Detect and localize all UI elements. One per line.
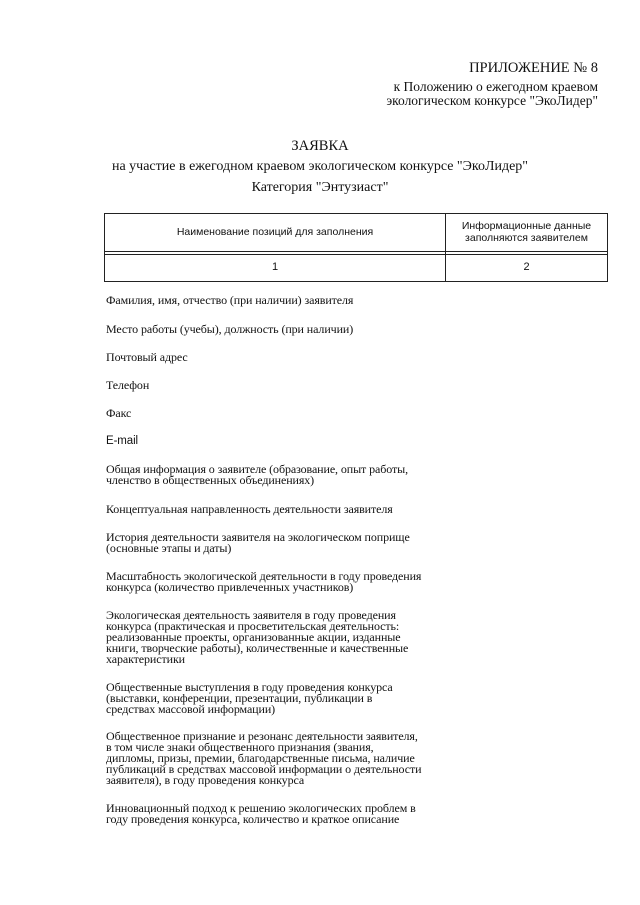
appendix-reference-line-2: экологическом конкурсе "ЭкоЛидер" — [386, 93, 598, 108]
field-public-recognition: Общественное признание и резонанс деятельности заявителя, в том числе знаки общественного признания (звания, дипломы, призы, премии, благодарственные письма, наличие публикаций в средствах массовой информации о деятельности заявителя), в году проведения конкурса — [106, 729, 422, 787]
column-number-2: 2 — [446, 255, 608, 282]
field-public-speeches: Общественные выступления в году проведения конкурса (выставки, конференции, презентации, публикации в средствах массовой информации) — [106, 680, 393, 716]
column-header-positions: Наименование позиций для заполнения — [105, 214, 446, 252]
application-title: ЗАЯВКА — [291, 138, 349, 154]
field-email: E-mail — [106, 435, 138, 447]
application-subtitle: на участие в ежегодном краевом экологическом конкурсе "ЭкоЛидер" — [111, 159, 529, 174]
field-history: История деятельности заявителя на экологическом поприще (основные этапы и даты) — [106, 530, 410, 555]
appendix-reference-line-1: к Положению о ежегодном краевом — [393, 79, 598, 94]
field-ecological-activity: Экологическая деятельность заявителя в году проведения конкурса (практическая и просветительская деятельность: реализованные проекты, организованные акции, изданные книги, творческие работы), количественные и качественные характеристики — [106, 608, 409, 666]
application-category: Категория "Энтузиаст" — [251, 180, 389, 195]
field-scale: Масштабность экологической деятельности в году проведения конкурса (количество привлеченных участников) — [106, 569, 422, 594]
field-general-info: Общая информация о заявителе (образование, опыт работы, членство в общественных объединениях) — [106, 462, 408, 487]
column-header-applicant-data: Информационные данные заполняются заявителем — [446, 214, 608, 252]
field-fax: Факс — [106, 406, 132, 420]
application-table-header — [104, 213, 608, 282]
field-full-name: Фамилия, имя, отчество (при наличии) заявителя — [106, 293, 354, 307]
field-phone: Телефон — [106, 378, 150, 392]
field-innovative-approach: Инновационный подход к решению экологических проблем в году проведения конкурса, количество и краткое описание — [106, 801, 416, 826]
column-number-1: 1 — [105, 255, 446, 282]
field-conceptual-direction: Концептуальная направленность деятельности заявителя — [106, 502, 393, 516]
field-postal-address: Почтовый адрес — [106, 350, 188, 364]
field-workplace: Место работы (учебы), должность (при наличии) — [106, 322, 354, 336]
appendix-title: ПРИЛОЖЕНИЕ № 8 — [469, 60, 598, 76]
